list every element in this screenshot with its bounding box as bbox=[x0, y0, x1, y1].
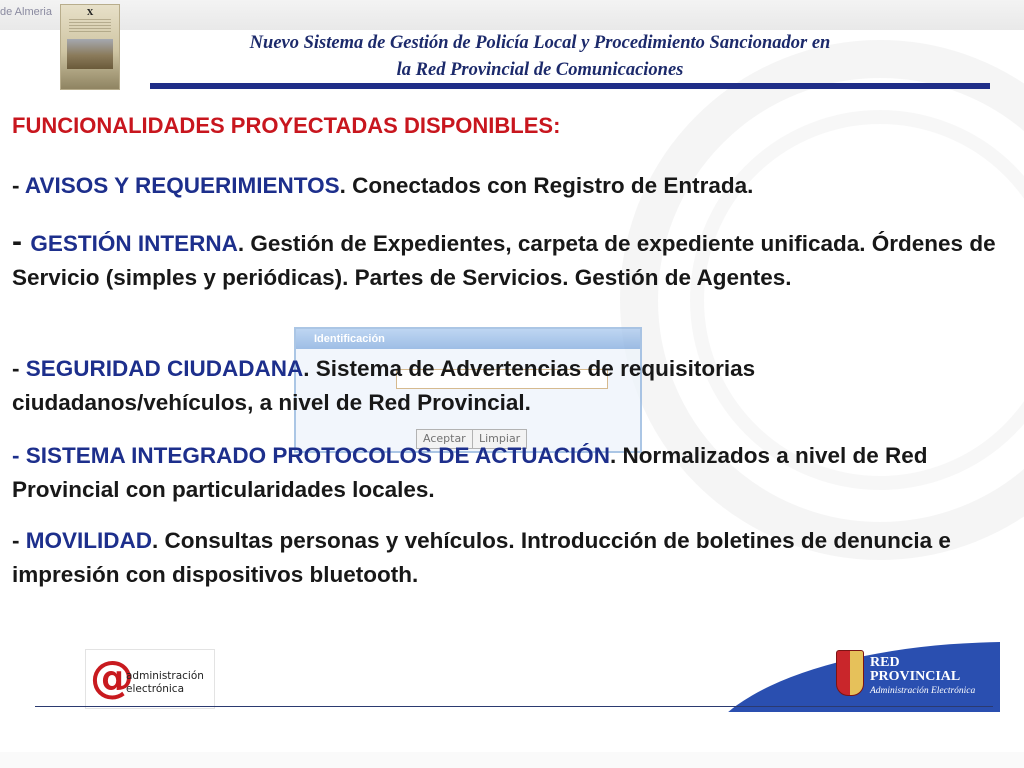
red-provincial-logo bbox=[836, 648, 996, 704]
at-sign-icon: @ bbox=[90, 652, 134, 703]
book-mark-icon: X bbox=[87, 7, 94, 17]
book-landscape-picture bbox=[67, 39, 113, 69]
book-text-lines bbox=[69, 19, 111, 33]
item-gestion-interna bbox=[12, 225, 1002, 295]
item-prefix: - bbox=[12, 225, 31, 258]
item-keyword: SISTEMA INTEGRADO PROTOCOLOS DE ACTUACIÓN bbox=[25, 443, 610, 468]
header-title-line2: la Red Provincial de Comunicaciones bbox=[396, 60, 684, 80]
header-rule bbox=[150, 83, 990, 89]
item-text: . Normalizados a nivel de Red Provincial con particularidades locales. bbox=[12, 443, 928, 502]
item-text: . Conectados con Registro de Entrada. bbox=[339, 173, 754, 198]
administracion-electronica-logo bbox=[85, 649, 215, 709]
header-title bbox=[140, 30, 940, 84]
item-prefix: - bbox=[12, 443, 26, 468]
corner-text: de Almeria bbox=[0, 6, 52, 18]
bottom-strip bbox=[0, 752, 1024, 768]
item-keyword: MOVILIDAD bbox=[25, 528, 152, 553]
admin-logo-line2: electrónica bbox=[126, 683, 185, 695]
item-prefix: - bbox=[12, 173, 25, 198]
coat-of-arms-icon bbox=[836, 650, 864, 696]
dialog-title: Identificación bbox=[296, 329, 640, 349]
top-strip bbox=[0, 0, 1024, 30]
clear-button[interactable]: Limpiar bbox=[472, 429, 527, 449]
item-movilidad bbox=[12, 524, 1002, 592]
book-cover-image bbox=[60, 4, 120, 90]
red-provincial-title bbox=[870, 656, 960, 684]
accept-button[interactable]: Aceptar bbox=[416, 429, 473, 449]
item-seguridad bbox=[12, 352, 1002, 420]
red-title-line2: PROVINCIAL bbox=[870, 669, 961, 684]
admin-logo-text bbox=[126, 670, 204, 696]
item-keyword: AVISOS Y REQUERIMIENTOS bbox=[24, 173, 340, 198]
item-text: . Sistema de Advertencias de requisitorias ciudadanos/vehículos, a nivel de Red Provincial. bbox=[12, 356, 756, 415]
header-title-line1: Nuevo Sistema de Gestión de Policía Local y Procedimiento Sancionador en bbox=[249, 33, 831, 53]
item-prefix: - bbox=[12, 356, 26, 381]
admin-logo-line1: administración bbox=[126, 670, 204, 682]
footer-rule bbox=[35, 706, 993, 707]
item-prefix: - bbox=[12, 528, 26, 553]
red-provincial-subtitle: Administración Electrónica bbox=[870, 686, 976, 696]
main-heading: FUNCIONALIDADES PROYECTADAS DISPONIBLES: bbox=[12, 113, 561, 138]
item-text: . Gestión de Expedientes, carpeta de expediente unificada. Órdenes de Servicio (simples y periódicas). Partes de Servicios. Gestión de Agentes. bbox=[12, 231, 996, 290]
red-title-line1: RED bbox=[870, 655, 900, 670]
item-keyword: GESTIÓN INTERNA bbox=[30, 231, 238, 256]
item-protocolos bbox=[12, 439, 1002, 507]
item-text: . Consultas personas y vehículos. Introducción de boletines de denuncia e impresión con dispositivos bluetooth. bbox=[12, 528, 951, 587]
item-keyword: SEGURIDAD CIUDADANA bbox=[25, 356, 304, 381]
item-avisos bbox=[12, 169, 1002, 203]
